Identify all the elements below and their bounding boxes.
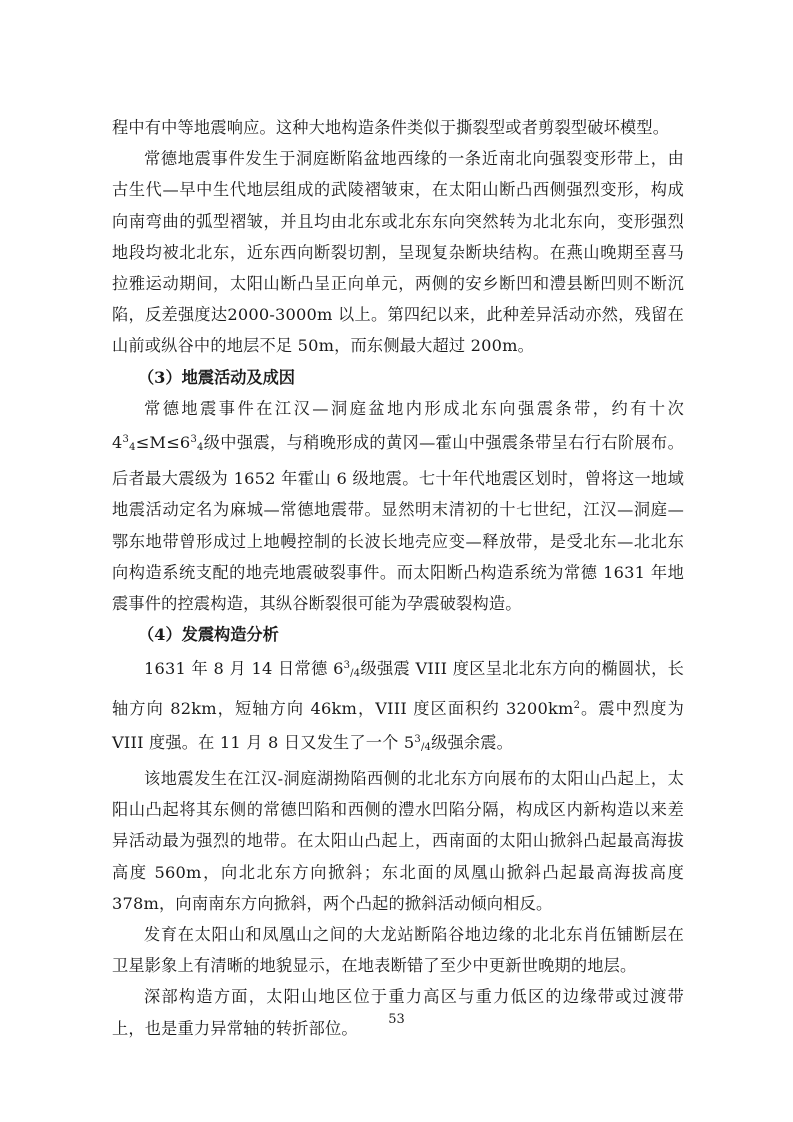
magnitude-fraction-num: 3 <box>414 733 421 745</box>
magnitude-fraction-den: /4 <box>420 741 432 753</box>
paragraph-deep-structure: 深部构造方面，太阳山地区位于重力高区与重力低区的边缘带或过渡带上，也是重力异常轴的转折部位。 <box>112 987 684 1038</box>
fraction-3-4: $^3_4$ <box>122 434 136 454</box>
paragraph-xiaowupu-fault: 发育在太阳山和凤凰山之间的大龙站断陷谷地边缘的北北东肖伍铺断层在卫星影象上有清晰的地貌显示，在地表断错了至少中更新世晚期的地层。 <box>112 925 684 976</box>
magnitude-fraction-den: /4 <box>350 668 361 680</box>
area-unit-superscript: 2 <box>573 699 581 711</box>
page-number: 53 <box>388 1012 405 1027</box>
paragraph-seismic-activity <box>112 393 684 619</box>
section-heading-seismic-activity: （3）地震活动及成因 <box>138 367 295 387</box>
paragraph-1631-earthquake <box>112 650 684 763</box>
text-segment: 级强余震。 <box>431 732 514 752</box>
text-segment: ≤M≤6 <box>135 433 191 453</box>
paragraph-taiyangshan-uplift: 该地震发生在江汉-洞庭湖拗陷西侧的北北东方向展布的太阳山凸起上，太阳山凸起将其东侧的常德凹陷和西侧的澧水凹陷分隔，构成区内新构造以来差异活动最为强烈的地带。在太阳山凸起上，西南面的太阳山掀斜凸起最高海拔高度 560m，向北北东方向掀斜；东北面的凤凰山掀斜凸起最高海拔高度 378m，向南南东方向掀斜，两个凸起的掀斜活动倾向相反。 <box>112 769 684 913</box>
text-segment: 。震中烈度为 VIII 度强。在 11 月 8 日又发生了一个 5 <box>112 698 684 752</box>
text-segment: 级强震 VIII 度区呈北北东方向的椭圆状，长轴方向 82km，短轴方向 46km，VIII 度区面积约 3200km <box>112 659 684 718</box>
paragraph-continuation: 程中有中等地震响应。这种大地构造条件类似于撕裂型或者剪裂型破坏模型。 <box>112 118 670 137</box>
magnitude-fraction-num: 3 <box>343 660 351 672</box>
text-segment: 常德地震事件在江汉—洞庭盆地内形成北东向强震条带，约有十次 4 <box>112 398 684 453</box>
page-body <box>112 112 684 1044</box>
fraction-3-4: $^3_4$ <box>190 434 204 454</box>
paragraph-changde-event-setting: 常德地震事件发生于洞庭断陷盆地西缘的一条近南北向强裂变形带上，由古生代—早中生代地层组成的武陵褶皱束，在太阳山断凸西侧强烈变形，构成向南弯曲的弧型褶皱，并且均由北东或北东东向突然转为北北东向，变形强烈地段均被北北东，近东西向断裂切割，呈现复杂断块结构。在燕山晚期至喜马拉雅运动期间，太阳山断凸呈正向单元，两侧的安乡断凹和澧县断凹则不断沉陷，反差强度达2000-3000m 以上。第四纪以来，此种差异活动亦然，残留在山前或纵谷中的地层不足 50m，而东侧最大超过 200m。 <box>112 149 684 356</box>
section-heading-seismogenic-structure: （4）发震构造分析 <box>138 625 279 645</box>
text-segment: 级中强震，与稍晚形成的黄冈—霍山中强震条带呈右行右阶展布。后者最大震级为 1652 年霍山 6 级地震。七十年代地震区划时，曾将这一地域地震活动定名为麻城—常德地震带。显然明末清初的十七世纪，江汉—洞庭—鄂东地带曾形成过上地幔控制的长波长地壳应变—释放带，是受北东—北北东向构造系统支配的地壳地震破裂事件。而太阳断凸构造系统为常德 1631 年地震事件的控震构造，其纵谷断裂很可能为孕震破裂构造。 <box>112 433 684 614</box>
text-segment: 1631 年 8 月 14 日常德 6 <box>144 659 344 679</box>
